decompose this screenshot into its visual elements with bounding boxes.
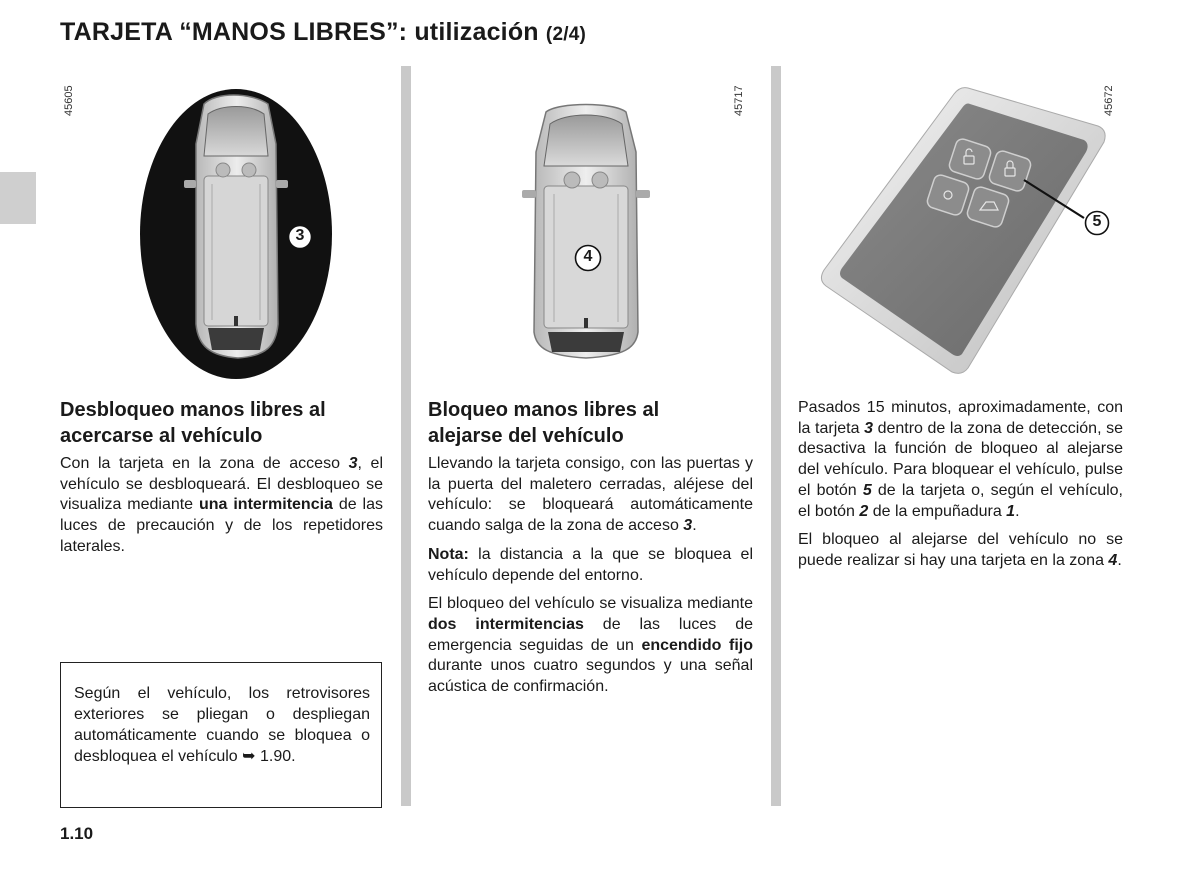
page-number: 1.10 [60, 824, 94, 843]
note-page-ref: 1.90. [255, 748, 296, 765]
column-divider-right [771, 66, 781, 806]
restriction-paragraph [798, 530, 1123, 571]
lock-text-end: . [692, 517, 697, 535]
column1-body [60, 454, 383, 566]
page-ref-arrow-icon: ➥ [242, 748, 256, 765]
timeout-text-a: Pasados 15 minutos, aproximadamente, con la tarjeta [798, 399, 1123, 437]
mirror-note-text [74, 683, 370, 767]
timeout-ref-button: 5 [862, 481, 872, 499]
signal-text-c: durante unos cuatro segundos y una señal acústica de confirmación. [428, 657, 753, 696]
callout-5-label: 5 [1092, 213, 1102, 230]
page-title-suffix: (2/4) [545, 24, 586, 45]
lock-ref-zone: 3 [683, 517, 693, 535]
heading-unlock-line1: Desbloqueo manos libres al [60, 399, 326, 421]
lock-text-a: Llevando la tarjeta consigo, con las puertas y la puerta del maletero cerradas, aléjese del vehículo: se bloqueará automáticamente cuando salga de la zona de acceso [428, 455, 753, 535]
figure-2-code: 45717 [733, 85, 745, 116]
restriction-ref-zone: 4 [1108, 551, 1118, 569]
signal-bold-2: encendido fijo [641, 636, 753, 654]
timeout-text-end: . [1015, 502, 1020, 520]
lock-note-paragraph [428, 545, 753, 586]
signal-bold-1: dos intermitencias [428, 615, 584, 633]
car-top-view-icon [184, 95, 288, 358]
column-divider-left [401, 66, 411, 806]
callout-5-marker [1084, 210, 1110, 236]
unlock-text-a: Con la tarjeta en la zona de acceso [60, 455, 349, 472]
column3-body [798, 398, 1123, 580]
restriction-text: El bloqueo al alejarse del vehículo no se puede realizar si hay una tarjeta en la zona [798, 531, 1123, 569]
heading-lock-away [428, 397, 758, 449]
column2-body [428, 454, 753, 706]
unlock-text-c: de las luces de precaución y de los repetidores laterales. [60, 496, 383, 555]
callout-3-label: 3 [295, 227, 305, 244]
figure-3-code: 45672 [1103, 85, 1115, 116]
lock-signal-paragraph [428, 594, 753, 698]
mirror-note-box [60, 662, 382, 808]
note-body: Según el vehículo, los retrovisores exteriores se pliegan o despliegan automáticamente cuando se bloquea o desbloquea el vehículo [74, 685, 370, 765]
callout-3-marker [287, 224, 313, 250]
signal-text-a: El bloqueo del vehículo se visualiza mediante [428, 595, 753, 613]
lock-paragraph [428, 454, 753, 537]
page-title [60, 18, 586, 47]
car-zone-illustration [130, 84, 350, 384]
heading-lock-line1: Bloqueo manos libres al [428, 399, 660, 421]
heading-unlock-approach [60, 397, 390, 449]
heading-lock-line2: alejarse del vehículo [428, 425, 624, 447]
unlock-bold: una intermitencia [199, 496, 333, 514]
figure-1-car-zone [130, 84, 350, 384]
signal-text-b: de las luces de emergencia seguidas de un [428, 615, 754, 654]
figure-1-code: 45605 [63, 85, 75, 116]
unlock-text-b: , el vehículo se desbloqueará. El desbloqueo se visualiza mediante [60, 455, 384, 514]
key-card-illustration [812, 82, 1112, 382]
figure-2-car [512, 100, 662, 360]
callout-4-label: 4 [583, 248, 593, 265]
lock-note-text: la distancia a la que se bloquea el vehículo depende del entorno. [428, 545, 753, 584]
timeout-paragraph [798, 398, 1123, 522]
unlock-ref-zone: 3 [348, 455, 358, 472]
figure-3-key-card [812, 82, 1112, 382]
callout-4-marker [574, 244, 602, 272]
timeout-ref-handle: 1 [1006, 502, 1016, 520]
heading-unlock-line2: acercarse al vehículo [60, 425, 263, 447]
timeout-ref-handle-button: 2 [859, 502, 869, 520]
timeout-text-d: de la empuñadura [868, 502, 1007, 520]
timeout-text-c: de la tarjeta o, según el vehículo, el botón [798, 481, 1124, 520]
page-title-main: TARJETA “MANOS LIBRES”: utilización [60, 18, 539, 46]
unlock-paragraph [60, 454, 383, 558]
timeout-ref-card: 3 [864, 419, 873, 437]
section-tab [0, 172, 36, 224]
note-label: Nota: [428, 545, 469, 563]
restriction-text-end: . [1117, 551, 1122, 569]
car-top-view-2-icon [512, 100, 662, 360]
timeout-text-b: dentro de la zona de detección, se desactiva la función de bloqueo al alejarse del vehículo. Para bloquear el vehículo, pulse el botón [798, 419, 1124, 499]
